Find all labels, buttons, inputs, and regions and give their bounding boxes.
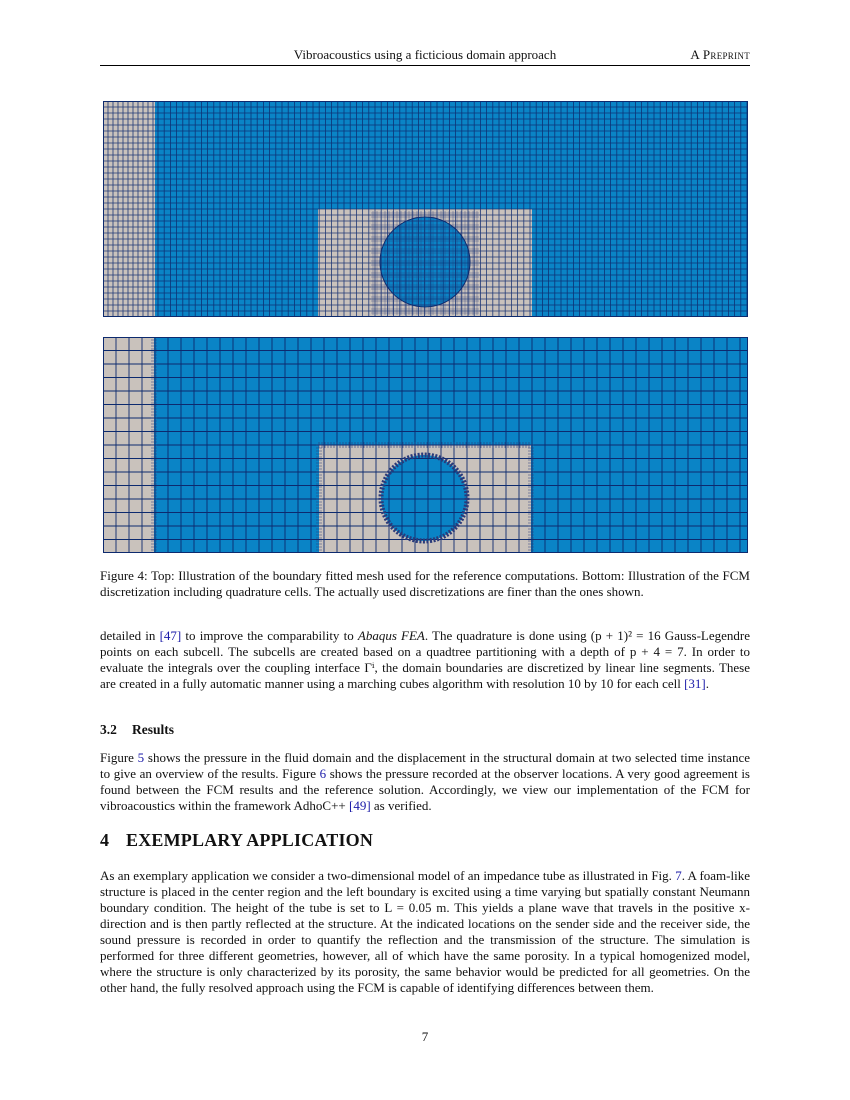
page-number: 7 [421,1029,429,1044]
section-number: 4 [100,830,110,850]
text-run: As an exemplary application we consider a two-dimensional model of an impedance tube as illustrated in Fig. [100,868,676,883]
figure-fcm-discretization [103,337,748,553]
citation-link[interactable]: [47] [159,628,182,643]
text-run: to improve the comparability to [181,628,358,643]
figure-link[interactable]: 7 [675,868,682,883]
running-header [100,47,750,66]
software-name: Abaqus FEA [357,628,425,643]
citation-link[interactable]: [49] [348,798,371,813]
section-title: Results [132,722,175,737]
figure-link[interactable]: 5 [137,750,145,765]
section-heading-application [100,830,373,851]
running-title: Vibroacoustics using a ficticious domain approach [293,47,557,62]
paragraph-quadrature [100,628,750,692]
paragraph-application [100,868,750,996]
running-header-label: A Preprint [690,47,750,62]
citation-link[interactable]: [31] [684,676,706,691]
text-run: . [705,676,710,691]
figure-link[interactable]: 6 [319,766,327,781]
text-run: . A foam-like structure is placed in the center region and the left boundary is excited using a time varying but spatially constant Neumann boundary condition. The height of the tube is set to L = 0.05 m. This yields a plane wave that travels in the positive x-direction and is then partly reflected at the structure. At the indicated locations on the sender side and the receiver side, the sound pressure is recorded in order to quantify the reflection and the transmission of the structure. The simulation is performed for three different geometries, however, all of which have the same porosity. In a typical homogenized model, where the structure is only characterized by its porosity, the same behavior would be predicted for all geometries. On the other hand, the fully resolved approach using the FCM is capable of identifying differences between them. [100,868,750,995]
text-run: . The quadrature is done using (p + 1)² = 16 Gauss-Legendre points on each subcell. The subcells are created based on a quadtree partitioning with a depth of p + 4 = 7. In order to evaluate the integrals over the coupling interface Γⁱ, the domain boundaries are discretized by linear line segments. These are created in a fully automatic manner using a marching cubes algorithm with resolution 10 by 10 for each cell [100,628,750,691]
boundary-fitted-mesh-image [103,101,748,317]
section-number: 3.2 [100,722,117,737]
figure-caption: Figure 4: Top: Illustration of the boundary fitted mesh used for the reference computations. Bottom: Illustration of the FCM discretization including quadrature cells. The actually used discretizations are finer than the ones shown. [100,568,750,599]
section-heading-results [100,722,174,738]
text-run: shows the pressure recorded at the observer locations. A very good agreement is found between the FCM results and the reference solution. Accordingly, we view our implementation of the FCM for vibroacoustics within the framework AdhoC++ [100,766,750,813]
text-run: Figure [100,750,138,765]
figure-boundary-fitted-mesh [103,101,748,317]
text-run: shows the pressure in the fluid domain and the displacement in the structural domain at two selected time instance to give an overview of the results. Figure [100,750,750,781]
section-title: EXEMPLARY APPLICATION [126,830,374,850]
text-run: as verified. [370,798,432,813]
fcm-discretization-image [103,337,748,553]
paragraph-results [100,750,750,814]
text-run: detailed in [100,628,160,643]
